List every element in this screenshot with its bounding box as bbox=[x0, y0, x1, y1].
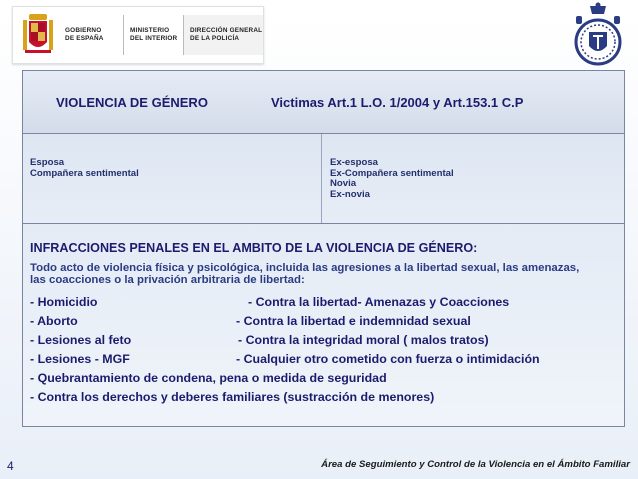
infraction-right: - Contra la integridad moral ( malos tratos) bbox=[238, 332, 489, 347]
infraction-right: - Cualquier otro cometido con fuerza o intimidación bbox=[236, 351, 540, 366]
list-item bbox=[30, 292, 624, 311]
ministerio-text: MINISTERIO DEL INTERIOR bbox=[123, 15, 183, 55]
infractions-description: Todo acto de violencia física y psicológica, incluida las agresiones a la libertad sexual, las amenazas, las coacciones o la privación arbitraria de libertad: bbox=[30, 262, 580, 286]
policia-badge-icon bbox=[568, 2, 628, 68]
spain-coat-of-arms-icon bbox=[21, 12, 55, 58]
direccion-general-text: DIRECCIÓN GENERAL DE LA POLICÍA bbox=[183, 15, 263, 55]
list-item: Novia bbox=[330, 178, 357, 189]
footer-caption: Área de Seguimiento y Control de la Violencia en el Ámbito Familiar bbox=[321, 459, 630, 470]
infraction-left: - Aborto bbox=[30, 313, 78, 328]
former-partner-list bbox=[330, 158, 454, 200]
page-number: 4 bbox=[7, 459, 14, 473]
victims-articles-heading: Victimas Art.1 L.O. 1/2004 y Art.153.1 C.P bbox=[271, 95, 524, 110]
column-divider bbox=[321, 134, 322, 223]
infraction-left: - Lesiones al feto bbox=[30, 332, 132, 347]
violencia-de-genero-heading: VIOLENCIA DE GÉNERO bbox=[56, 95, 208, 110]
government-logo bbox=[12, 6, 264, 64]
list-item bbox=[30, 311, 624, 330]
infractions-title: INFRACCIONES PENALES EN EL AMBITO DE LA VIOLENCIA DE GÉNERO: bbox=[30, 241, 478, 255]
infraction-left: - Quebrantamiento de condena, pena o medida de seguridad bbox=[30, 370, 387, 385]
infraction-right: - Contra la libertad- Amenazas y Coacciones bbox=[248, 294, 510, 309]
list-item bbox=[30, 330, 624, 349]
infraction-right: - Contra la libertad e indemnidad sexual bbox=[236, 313, 471, 328]
infraction-left: - Homicidio bbox=[30, 294, 98, 309]
gender-violence-table bbox=[22, 70, 625, 427]
list-item: Ex-novia bbox=[330, 188, 370, 200]
list-item: Esposa bbox=[30, 157, 65, 168]
list-item bbox=[30, 387, 624, 406]
list-item bbox=[30, 349, 624, 368]
gobierno-de-espana-text: GOBIERNO DE ESPAÑA bbox=[65, 27, 104, 42]
infraction-left: - Lesiones - MGF bbox=[30, 351, 130, 366]
list-item: Ex-Compañera sentimental bbox=[330, 167, 454, 179]
list-item bbox=[30, 368, 624, 387]
infraction-left: - Contra los derechos y deberes familiares (sustracción de menores) bbox=[30, 389, 435, 404]
table-header-row bbox=[23, 71, 624, 134]
victims-row bbox=[23, 134, 624, 224]
infractions-list bbox=[30, 292, 624, 406]
infractions-row bbox=[23, 224, 624, 426]
list-item: Compañera sentimental bbox=[30, 167, 139, 179]
list-item: Ex-esposa bbox=[330, 157, 378, 168]
current-partner-list bbox=[30, 158, 139, 179]
